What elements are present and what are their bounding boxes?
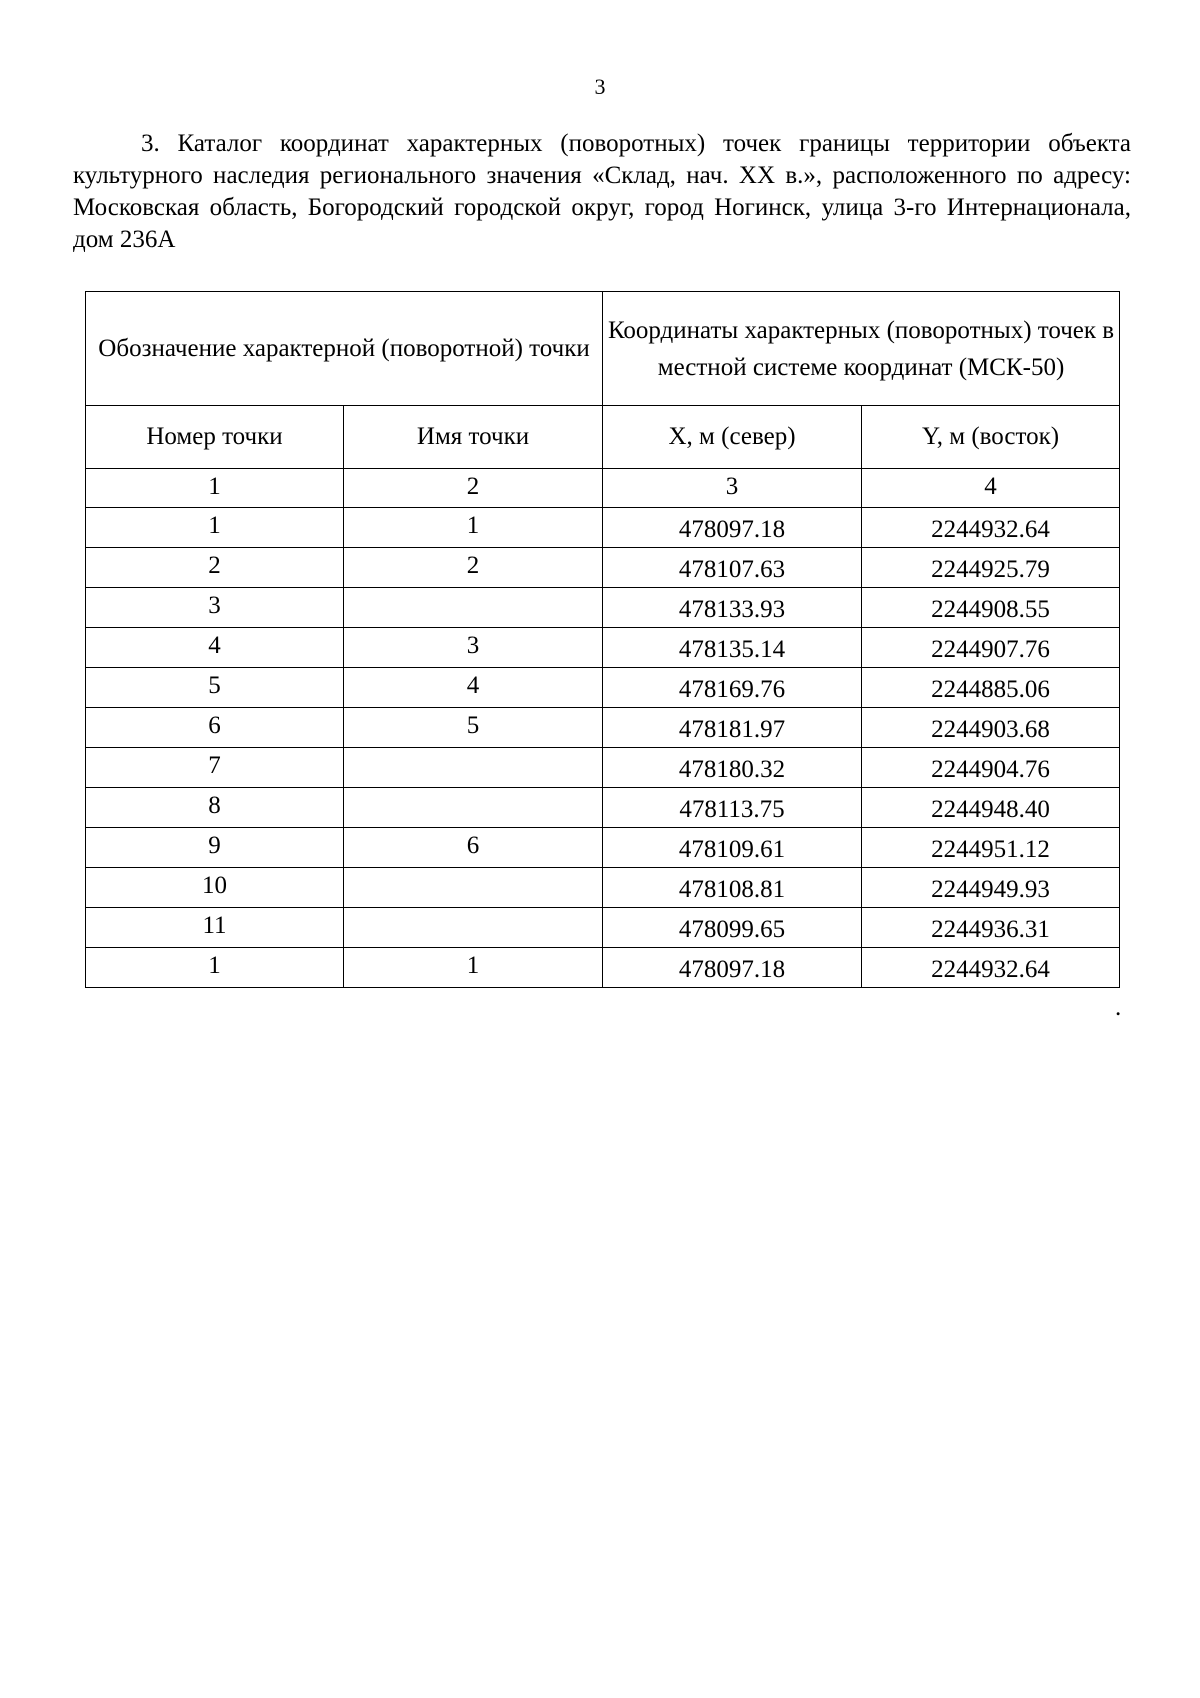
cell-y-coordinate: 2244885.06 — [862, 668, 1120, 708]
cell-point-number: 11 — [86, 908, 344, 948]
cell-point-name — [344, 788, 603, 828]
cell-point-number: 6 — [86, 708, 344, 748]
cell-point-number: 8 — [86, 788, 344, 828]
cell-y-coordinate: 2244951.12 — [862, 828, 1120, 868]
coordinates-table — [85, 291, 1120, 988]
cell-point-number: 7 — [86, 748, 344, 788]
cell-point-number: 2 — [86, 548, 344, 588]
cell-point-name: 6 — [344, 828, 603, 868]
cell-point-number: 9 — [86, 828, 344, 868]
table-row — [86, 708, 1120, 748]
column-header-point-number: Номер точки — [86, 406, 344, 469]
cell-x-coordinate: 478181.97 — [603, 708, 862, 748]
cell-point-name: 2 — [344, 548, 603, 588]
cell-x-coordinate: 478099.65 — [603, 908, 862, 948]
cell-y-coordinate: 2244908.55 — [862, 588, 1120, 628]
cell-x-coordinate: 478109.61 — [603, 828, 862, 868]
cell-point-number: 1 — [86, 508, 344, 548]
table-row — [86, 508, 1120, 548]
header-point-designation: Обозначение характерной (поворотной) точки — [86, 292, 603, 406]
cell-y-coordinate: 2244904.76 — [862, 748, 1120, 788]
cell-x-coordinate: 478108.81 — [603, 868, 862, 908]
table-row — [86, 668, 1120, 708]
cell-y-coordinate: 2244903.68 — [862, 708, 1120, 748]
intro-paragraph: 3. Каталог координат характерных (поворотных) точек границы территории объекта культурного наследия регионального значения «Склад, нач. XX в.», расположенного по адресу: Московская область, Богородский городской округ, город Ногинск, улица 3-го Интернационала, дом 236А — [73, 130, 1131, 253]
column-number: 1 — [86, 469, 344, 508]
column-number: 4 — [862, 469, 1120, 508]
cell-x-coordinate: 478180.32 — [603, 748, 862, 788]
table-row — [86, 588, 1120, 628]
table-row — [86, 948, 1120, 988]
cell-point-name — [344, 748, 603, 788]
cell-y-coordinate: 2244907.76 — [862, 628, 1120, 668]
column-header-point-name: Имя точки — [344, 406, 603, 469]
column-number: 3 — [603, 469, 862, 508]
cell-point-name — [344, 588, 603, 628]
cell-point-number: 10 — [86, 868, 344, 908]
cell-y-coordinate: 2244925.79 — [862, 548, 1120, 588]
table-row — [86, 788, 1120, 828]
cell-y-coordinate: 2244949.93 — [862, 868, 1120, 908]
cell-point-number: 1 — [86, 948, 344, 988]
cell-point-name — [344, 868, 603, 908]
header-coordinates: Координаты характерных (поворотных) точек в местной системе координат (МСК-50) — [603, 292, 1120, 406]
column-number: 2 — [344, 469, 603, 508]
cell-point-number: 3 — [86, 588, 344, 628]
cell-point-name: 1 — [344, 948, 603, 988]
cell-x-coordinate: 478107.63 — [603, 548, 862, 588]
trailing-period: . — [1115, 994, 1122, 1021]
cell-point-name: 1 — [344, 508, 603, 548]
cell-point-name — [344, 908, 603, 948]
cell-y-coordinate: 2244932.64 — [862, 508, 1120, 548]
cell-point-number: 5 — [86, 668, 344, 708]
cell-x-coordinate: 478135.14 — [603, 628, 862, 668]
table-row — [86, 908, 1120, 948]
cell-x-coordinate: 478097.18 — [603, 508, 862, 548]
column-number-row — [86, 469, 1120, 508]
column-header-x: X, м (север) — [603, 406, 862, 469]
cell-y-coordinate: 2244936.31 — [862, 908, 1120, 948]
cell-point-name: 4 — [344, 668, 603, 708]
cell-x-coordinate: 478097.18 — [603, 948, 862, 988]
cell-point-number: 4 — [86, 628, 344, 668]
column-header-y: Y, м (восток) — [862, 406, 1120, 469]
table-row — [86, 548, 1120, 588]
cell-point-name: 3 — [344, 628, 603, 668]
table-row — [86, 628, 1120, 668]
cell-x-coordinate: 478113.75 — [603, 788, 862, 828]
cell-y-coordinate: 2244932.64 — [862, 948, 1120, 988]
table-row — [86, 748, 1120, 788]
table-subheader-row — [86, 406, 1120, 469]
page-number: 3 — [594, 74, 606, 99]
table-row — [86, 868, 1120, 908]
cell-point-name: 5 — [344, 708, 603, 748]
cell-x-coordinate: 478133.93 — [603, 588, 862, 628]
cell-x-coordinate: 478169.76 — [603, 668, 862, 708]
cell-y-coordinate: 2244948.40 — [862, 788, 1120, 828]
table-row — [86, 828, 1120, 868]
table-header-row — [86, 292, 1120, 406]
